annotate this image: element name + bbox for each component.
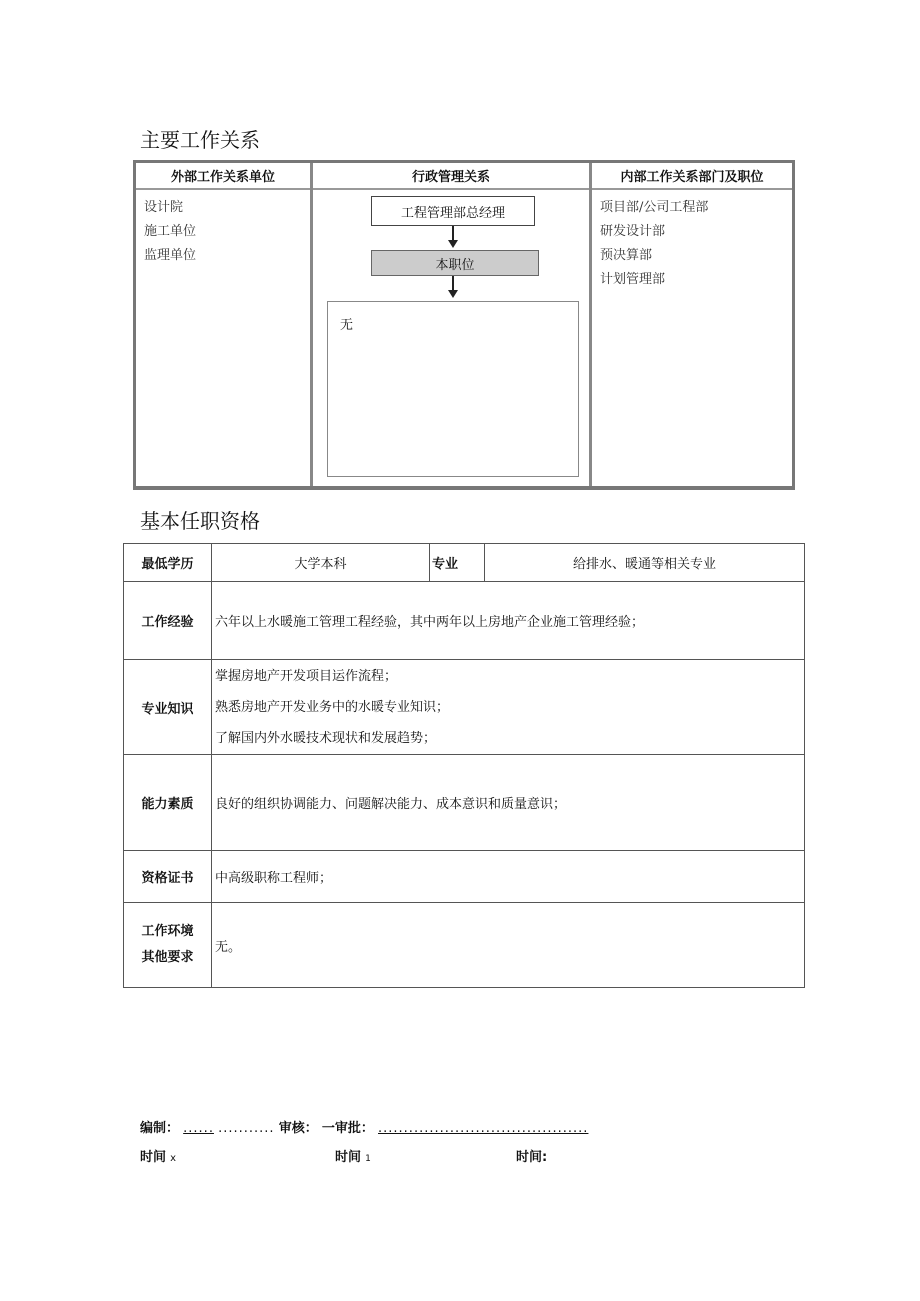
external-item: 监理单位 — [144, 248, 197, 263]
section-title-relations: 主要工作关系 — [140, 128, 260, 152]
environment-label-line: 工作环境 — [141, 924, 194, 939]
external-relations-header: 外部工作关系单位 — [136, 163, 310, 190]
signature-line — [140, 1117, 588, 1136]
superior-position-box: 工程管理部总经理 — [371, 196, 535, 226]
knowledge-item: 了解国内外水暖技术现状和发展趋势； — [215, 730, 437, 746]
knowledge-value — [212, 660, 805, 755]
certificate-value: 中高级职称工程师； — [212, 851, 805, 903]
approve-blank: ......................................... — [378, 1121, 589, 1136]
knowledge-label: 专业知识 — [124, 660, 212, 755]
current-position-box: 本职位 — [371, 250, 539, 276]
external-relations-column — [136, 163, 313, 486]
external-item: 施工单位 — [144, 224, 197, 239]
education-value: 大学本科 — [212, 544, 430, 582]
section-title-qualifications: 基本任职资格 — [140, 509, 260, 533]
ability-label: 能力素质 — [124, 755, 212, 851]
table-row — [124, 660, 805, 755]
major-label: 专业 — [430, 544, 485, 582]
time-2 — [335, 1146, 371, 1165]
table-row — [124, 755, 805, 851]
experience-value: 六年以上水暖施工管理工程经验，其中两年以上房地产企业施工管理经验； — [212, 582, 805, 660]
experience-label: 工作经验 — [124, 582, 212, 660]
time-2-suffix: 1 — [365, 1154, 371, 1164]
time-2-label: 时间 — [335, 1150, 362, 1165]
education-label: 最低学历 — [124, 544, 212, 582]
knowledge-item: 熟悉房地产开发业务中的水暖专业知识； — [215, 699, 450, 715]
table-row — [124, 582, 805, 660]
major-value: 给排水、暖通等相关专业 — [485, 544, 805, 582]
internal-relations-column — [592, 163, 792, 486]
certificate-label: 资格证书 — [124, 851, 212, 903]
ability-value: 良好的组织协调能力、问题解决能力、成本意识和质量意识； — [212, 755, 805, 851]
time-1-suffix: x — [170, 1153, 177, 1164]
prepared-by-label: 编制： — [140, 1121, 180, 1136]
prepared-by-dots: ........... — [218, 1121, 275, 1136]
review-label: 审核： — [278, 1121, 318, 1136]
down-arrow-icon — [452, 276, 454, 296]
time-1 — [140, 1146, 176, 1165]
environment-label — [124, 903, 212, 988]
environment-value: 无。 — [212, 903, 805, 988]
time-3-label: 时间: — [516, 1150, 548, 1165]
internal-item: 研发设计部 — [600, 224, 666, 239]
environment-label-line: 其他要求 — [141, 950, 194, 965]
table-row — [124, 851, 805, 903]
internal-item: 项目部/公司工程部 — [600, 200, 709, 215]
subordinate-box: 无 — [327, 301, 579, 477]
time-1-label: 时间 — [140, 1150, 167, 1165]
table-row — [124, 903, 805, 988]
admin-relations-column — [313, 163, 592, 486]
down-arrow-icon — [452, 226, 454, 246]
approve-label: 一审批： — [321, 1121, 374, 1136]
prepared-by-blank: ...... — [183, 1121, 214, 1136]
work-relations-table — [133, 160, 795, 490]
qualifications-table — [123, 543, 805, 988]
table-row — [124, 544, 805, 582]
external-item: 设计院 — [144, 200, 184, 215]
knowledge-item: 掌握房地产开发项目运作流程； — [215, 668, 398, 684]
internal-item: 计划管理部 — [600, 272, 666, 287]
admin-relations-header: 行政管理关系 — [313, 163, 589, 190]
internal-item: 预决算部 — [600, 248, 653, 263]
internal-relations-header: 内部工作关系部门及职位 — [592, 163, 792, 190]
